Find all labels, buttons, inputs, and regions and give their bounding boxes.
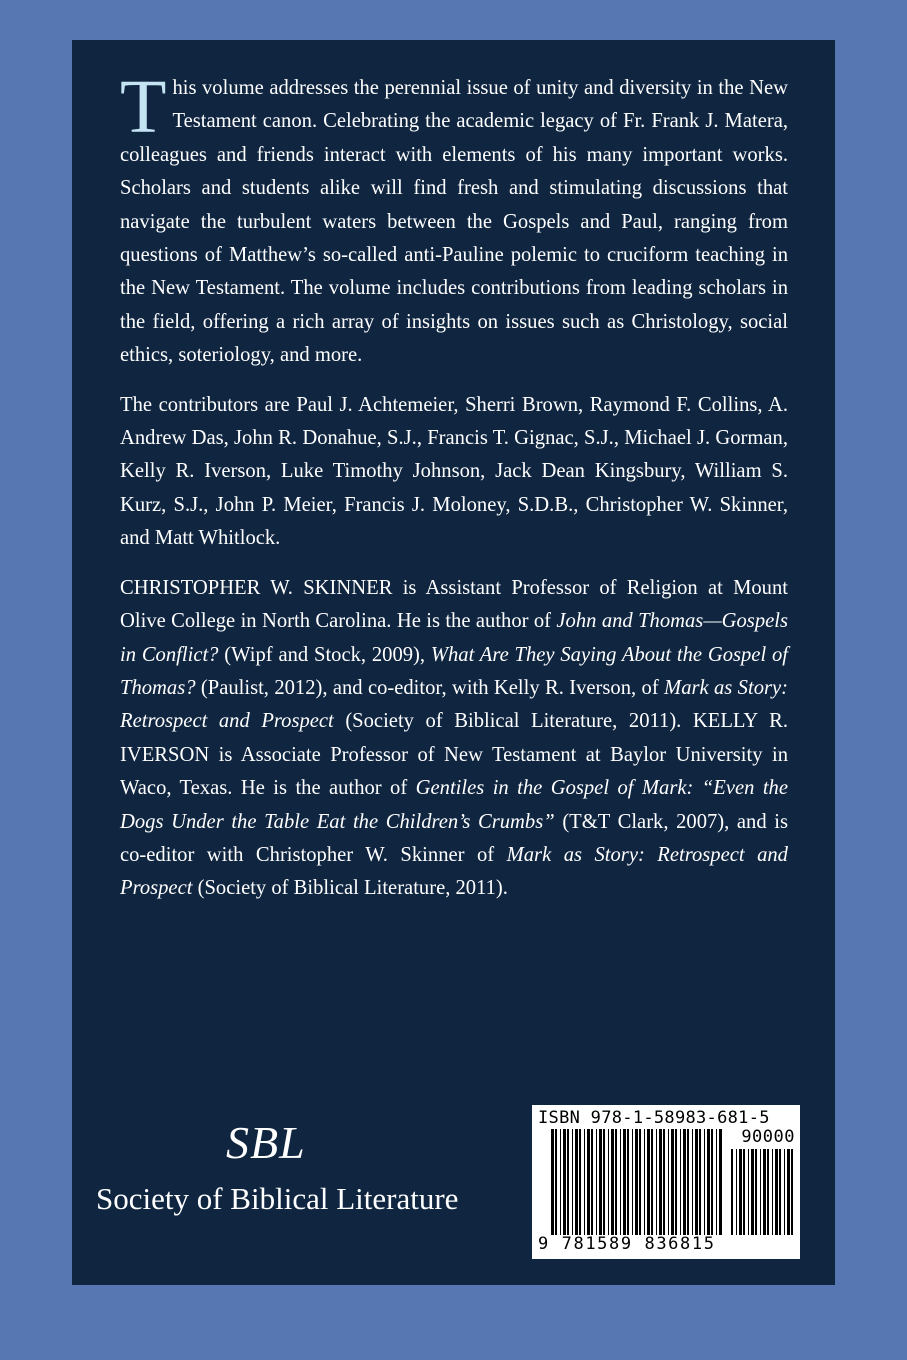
addon-barcode-bars	[730, 1149, 794, 1235]
barcode-bar	[563, 1129, 566, 1235]
barcode-bar	[739, 1149, 742, 1235]
barcode-bar	[651, 1129, 653, 1235]
book-title: Mark as Story: Retrospect and Prospect	[120, 843, 788, 900]
bio-text: (Society of Biblical Literature, 2011). KELLY R. IVERSON is Associate Professor of New Testament at Baylor University in Waco, Texas. He is the author of	[120, 710, 788, 800]
contributors-paragraph: The contributors are Paul J. Achtemeier, Sherri Brown, Raymond F. Collins, A. Andrew Das, John R. Donahue, S.J., Francis T. Gignac, S.J., Michael J. Gorman, Kelly R. Iverson, Luke Timothy Johnson, Jack Dean Kingsbury, William S. Kurz, S.J., John P. Meier, Francis J. Moloney, S.D.B., Christopher W. Skinner, and Matt Whitlock.	[120, 393, 788, 550]
price-code: 90000	[741, 1127, 795, 1147]
barcode-bar	[579, 1129, 581, 1235]
barcode-bar	[608, 1129, 609, 1235]
barcode-bar	[620, 1129, 621, 1235]
barcode-bar	[555, 1129, 557, 1235]
barcode-bar	[751, 1149, 754, 1235]
barcode-bar	[707, 1129, 710, 1235]
barcode-bar	[760, 1149, 761, 1235]
barcode-bar	[603, 1129, 605, 1235]
barcode-bar	[767, 1149, 769, 1235]
barcode-bar	[692, 1129, 693, 1235]
isbn-barcode	[532, 1105, 800, 1259]
barcode-bar	[784, 1149, 785, 1235]
barcode-bar	[647, 1129, 650, 1235]
barcode-bar	[551, 1129, 554, 1235]
barcode-bar	[572, 1129, 573, 1235]
cover-text	[120, 65, 788, 906]
barcode-bar	[584, 1129, 585, 1235]
blurb-text: his volume addresses the perennial issue of unity and diversity in the New Testament canon. Celebrating the academic legacy of Fr. Frank J. Matera, colleagues and friends interact with elements of his many important works. Scholars and students alike will find fresh and stimulating discussions that navigate the turbulent waters between the Gospels and Paul, ranging from questions of Matthew’s so-called anti-Pauline polemic to cruciform teaching in the New Testament. The volume includes contributions from leading scholars in the field, offering a rich array of insights on issues such as Christology, social ethics, soteriology, and more.	[120, 77, 788, 367]
barcode-bar	[663, 1129, 665, 1235]
barcode-bar	[779, 1149, 781, 1235]
barcode-bar	[599, 1129, 602, 1235]
barcode-bar	[656, 1129, 657, 1235]
barcode-bar	[711, 1129, 713, 1235]
barcode-bar	[775, 1149, 778, 1235]
bio-text: CHRISTOPHER W. SKINNER is Assistant Professor of Religion at Mount Olive College in North Carolina. He is the author of	[120, 576, 788, 633]
barcode-bar	[668, 1129, 669, 1235]
bio-text: (Society of Biblical Literature, 2011).	[192, 877, 508, 900]
barcode-bar	[627, 1129, 629, 1235]
isbn-digits: 9 781589 836815	[538, 1234, 716, 1254]
barcode-bars	[550, 1129, 722, 1235]
barcode-bar	[575, 1129, 578, 1235]
barcode-bar	[683, 1129, 686, 1235]
barcode-bar	[632, 1129, 633, 1235]
book-title: Mark as Story: Retrospect and Prospect	[120, 676, 788, 733]
barcode-bar	[611, 1129, 614, 1235]
barcode-bar	[560, 1129, 561, 1235]
barcode-bar	[567, 1129, 569, 1235]
barcode-bar	[716, 1129, 717, 1235]
bio-paragraph	[120, 572, 788, 906]
publisher-logo	[96, 1115, 516, 1219]
book-title: John and Thomas—Gospels in Conflict?	[120, 610, 788, 666]
barcode-bar	[763, 1149, 766, 1235]
barcode-bar	[699, 1129, 701, 1235]
barcode-bar	[755, 1149, 757, 1235]
back-cover-panel	[72, 40, 835, 1285]
bio-text: (T&T Clark, 2007), and is co-editor with Christopher W. Skinner of	[120, 810, 788, 866]
barcode-bar	[639, 1129, 641, 1235]
barcode-bar	[644, 1129, 645, 1235]
barcode-bar	[719, 1129, 722, 1235]
barcode-bar	[772, 1149, 773, 1235]
barcode-bar	[623, 1129, 626, 1235]
barcode-bar	[748, 1149, 749, 1235]
book-title: Gentiles in the Gospel of Mark: “Even the Dogs Under the Table Eat the Children’s Crumbs”	[120, 777, 788, 833]
barcode-bar	[736, 1149, 737, 1235]
publisher-name: Society of Biblical Literature	[96, 1181, 459, 1216]
barcode-bar	[687, 1129, 689, 1235]
barcode-bar	[615, 1129, 617, 1235]
barcode-bar	[596, 1129, 597, 1235]
barcode-bar	[635, 1129, 638, 1235]
blurb-paragraph	[120, 65, 788, 373]
barcode-bar	[680, 1129, 681, 1235]
barcode-bar	[787, 1149, 790, 1235]
barcode-bar	[675, 1129, 677, 1235]
barcode-bar	[743, 1149, 745, 1235]
barcode-bar	[791, 1149, 793, 1235]
drop-cap: T	[120, 65, 167, 149]
barcode-bar	[671, 1129, 674, 1235]
bio-text: (Paulist, 2012), and co-editor, with Kelly R. Iverson, of	[195, 676, 665, 699]
isbn-label: ISBN 978-1-58983-681-5	[538, 1108, 770, 1128]
barcode-bar	[591, 1129, 593, 1235]
barcode-bar	[704, 1129, 705, 1235]
bio-text: (Wipf and Stock, 2009),	[218, 643, 431, 666]
barcode-bar	[731, 1149, 733, 1235]
barcode-bar	[587, 1129, 590, 1235]
barcode-bar	[659, 1129, 662, 1235]
barcode-bar	[695, 1129, 698, 1235]
book-title: What Are They Saying About the Gospel of Thomas?	[120, 643, 788, 699]
sbl-monogram: SBL	[226, 1117, 306, 1168]
